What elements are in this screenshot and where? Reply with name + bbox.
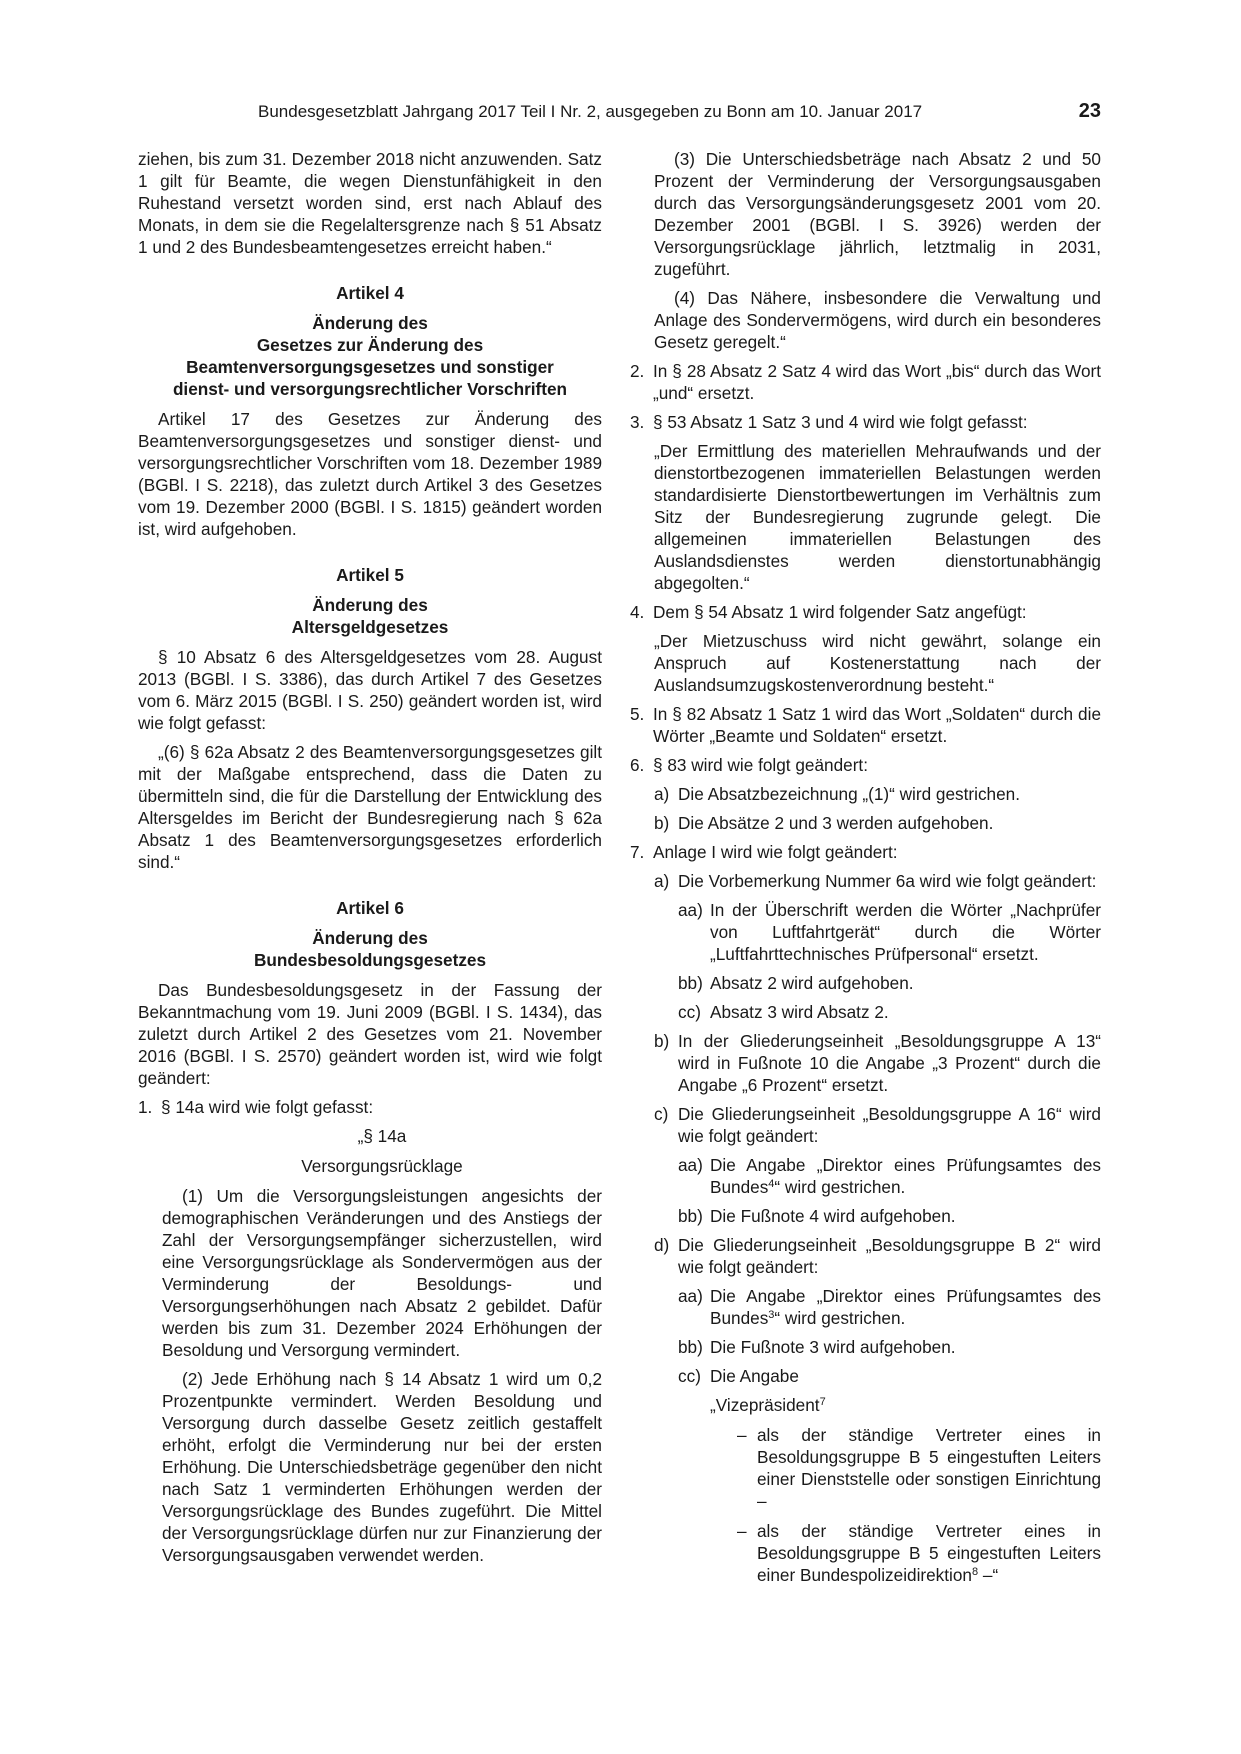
article-5-title: Artikel 5 xyxy=(336,565,404,585)
sub-sub-item xyxy=(630,899,1101,965)
list-item xyxy=(630,360,1101,404)
item-text: In der Gliederungseinheit „Besoldungsgruppe A 13“ wird in Fußnote 10 die Angabe „3 Prozent“ durch die Angabe „6 Prozent“ ersetzt. xyxy=(678,1031,1101,1095)
article-4-heading-line: Gesetzes zur Änderung des xyxy=(256,335,484,355)
item-text: Absatz 2 wird aufgehoben. xyxy=(710,973,914,993)
paragraph-abs1: (1) Um die Versorgungsleistungen angesichts der demographischen Veränderungen und des Anstiegs der Zahl der Versorgungsempfänger sicherzustellen, wird eine Versorgungsrücklage als Sondervermögen aus der Verminderung der Besoldungs- und Versorgungserhöhungen nach Absatz 2 gebildet. Dafür werden bis zum 31. Dezember 2024 Erhöhungen der Besoldung und Versorgung vermindert. xyxy=(162,1186,602,1360)
list-item xyxy=(630,841,1101,863)
item-letter: aa) xyxy=(678,900,703,920)
sub-sub-item xyxy=(630,1285,1101,1329)
dash-item xyxy=(630,1520,1101,1586)
item-letter: b) xyxy=(654,1031,670,1051)
article-5-body: § 10 Absatz 6 des Altersgeldgesetzes vom 28. August 2013 (BGBl. I S. 3386), das durch Artikel 7 des Gesetzes vom 6. März 2015 (BGBl. I S. 250) geändert worden ist, wird wie folgt gefasst: xyxy=(138,647,602,733)
article-4-body: Artikel 17 des Gesetzes zur Änderung des Beamtenversorgungsgesetzes und sonstiger dienst- und versorgungsrechtlicher Vorschriften vom 18. Dezember 1989 (BGBl. I S. 2218), das zuletzt durch Artikel 3 des Gesetzes vom 19. Dezember 2000 (BGBl. I S. 1815) geändert worden ist, wird aufgehoben. xyxy=(138,409,602,539)
paragraph-abs2: (2) Jede Erhöhung nach § 14 Absatz 1 wird um 0,2 Prozentpunkte vermindert. Werden Besoldung und Versorgung durch dasselbe Gesetz zeitlich gestaffelt erhöht, erfolgt die Verminderung nur bei der ersten Erhöhung. Die Unterschiedsbeträge gegenüber den nicht nach Satz 1 verminderten Erhöhungen werden der Versorgungsrücklage des Bundes zugeführt. Die Mittel der Versorgungsrücklage dürfen nur zur Finanzierung der Versorgungsausgaben verwendet werden. xyxy=(162,1369,602,1565)
item-text-part: “ wird gestrichen. xyxy=(774,1177,906,1197)
article-6-heading xyxy=(138,927,602,971)
dash-item xyxy=(630,1424,1101,1512)
right-column xyxy=(630,148,1101,1586)
item-number: 2. xyxy=(630,361,645,381)
sub-sub-item xyxy=(630,1001,1101,1023)
item-text: Die Absätze 2 und 3 werden aufgehoben. xyxy=(678,813,994,833)
article-4-heading-line: dienst- und versorgungsrechtlicher Vorschriften xyxy=(172,379,568,399)
item-text: § 53 Absatz 1 Satz 3 und 4 wird wie folgt gefasst: xyxy=(653,412,1028,432)
sub-sub-item xyxy=(630,1154,1101,1198)
paragraph-title: Versorgungsrücklage xyxy=(301,1156,463,1176)
item-letter: bb) xyxy=(678,973,703,993)
item-text: In § 28 Absatz 2 Satz 4 wird das Wort „bis“ durch das Wort „und“ ersetzt. xyxy=(653,361,1101,403)
item-number: 6. xyxy=(630,755,645,775)
item-text-part: Die Angabe „Direktor eines Prüfungsamtes des Bundes xyxy=(710,1155,1101,1197)
item-text: Die Gliederungseinheit „Besoldungsgruppe B 2“ wird wie folgt geändert: xyxy=(678,1235,1101,1277)
article-4-heading-line: Änderung des xyxy=(312,313,428,333)
item-letter: b) xyxy=(654,813,670,833)
article-5-heading-line: Altersgeldgesetzes xyxy=(291,617,449,637)
item-text: Die Vorbemerkung Nummer 6a wird wie folgt geändert: xyxy=(678,871,1097,891)
article-5-quote: „(6) § 62a Absatz 2 des Beamtenversorgungsgesetzes gilt mit der Maßgabe entsprechend, dass die Daten zu übermitteln sind, die für die Darstellung der Entwicklung des Altersgeldes im Bericht der Bundesregierung nach § 62a Absatz 1 des Beamtenversorgungsgesetzes erforderlich sind.“ xyxy=(138,742,602,872)
item-quote: „Der Ermittlung des materiellen Mehraufwands und der dienstortbezogenen immateriellen Belastungen werden standardisierte Dienstortbewertungen im Verhältnis zum Sitz der Bundesregierung zugrunde gelegt. Die allgemeinen immateriellen Belastungen des Auslandsdienstes werden dienstortunabhängig abgegolten.“ xyxy=(654,441,1101,593)
item-text: Dem § 54 Absatz 1 wird folgender Satz angefügt: xyxy=(653,602,1027,622)
page-number: 23 xyxy=(1078,100,1101,122)
sub-sub-item xyxy=(630,972,1101,994)
article-6-title: Artikel 6 xyxy=(336,898,404,918)
item-text: Die Angabe xyxy=(710,1366,799,1386)
item-letter: bb) xyxy=(678,1337,703,1357)
article-4-heading xyxy=(138,312,602,400)
item-text: Die Fußnote 3 wird aufgehoben. xyxy=(710,1337,956,1357)
sub-item xyxy=(630,870,1101,892)
footnote-ref: 4 xyxy=(768,1178,775,1190)
sub-item xyxy=(630,1234,1101,1278)
item-letter: cc) xyxy=(678,1366,701,1386)
item-text-part: “ wird gestrichen. xyxy=(774,1308,906,1328)
item-text: § 83 wird wie folgt geändert: xyxy=(653,755,868,775)
item-letter: aa) xyxy=(678,1286,703,1306)
item-letter: a) xyxy=(654,871,670,891)
item-text xyxy=(710,1154,1101,1198)
dash-marker: – xyxy=(737,1521,747,1541)
sub-item xyxy=(630,1030,1101,1096)
article-6-heading-line: Bundesbesoldungsgesetzes xyxy=(253,950,487,970)
paragraph-number: „§ 14a xyxy=(357,1126,407,1146)
sub-sub-item xyxy=(630,1336,1101,1358)
sub-item xyxy=(630,1103,1101,1147)
item-text: Absatz 3 wird Absatz 2. xyxy=(710,1002,889,1022)
sub-sub-item xyxy=(630,1205,1101,1227)
item-quote: „Der Mietzuschuss wird nicht gewährt, solange ein Anspruch auf Kostenerstattung nach der Auslandsumzugskostenverordnung besteht.“ xyxy=(654,631,1101,695)
list-item xyxy=(630,754,1101,776)
quoted-entry-text: „Vizepräsident xyxy=(710,1395,820,1415)
footnote-ref: 7 xyxy=(819,1396,826,1408)
item-number: 5. xyxy=(630,704,645,724)
footnote-ref: 8 xyxy=(971,1566,979,1578)
item-text-part: –“ xyxy=(978,1565,999,1585)
item-number: 4. xyxy=(630,602,645,622)
article-5-heading xyxy=(138,594,602,638)
item-letter: cc) xyxy=(678,1002,701,1022)
quoted-entry xyxy=(630,1394,1101,1416)
item-number: 1. xyxy=(138,1097,153,1117)
item-letter: d) xyxy=(654,1235,670,1255)
item-text: Die Absatzbezeichnung „(1)“ wird gestrichen. xyxy=(678,784,1021,804)
item-text: Die Gliederungseinheit „Besoldungsgruppe A 16“ wird wie folgt geändert: xyxy=(678,1104,1101,1146)
running-header: Bundesgesetzblatt Jahrgang 2017 Teil I Nr. 2, ausgegeben zu Bonn am 10. Januar 2017 xyxy=(258,102,923,121)
paragraph-abs3: (3) Die Unterschiedsbeträge nach Absatz 2 und 50 Prozent der Verminderung der Versorgungsausgaben durch das Versorgungsänderungsgesetz 2001 vom 20. Dezember 2001 (BGBl. I S. 3926) werden der Versorgungsrücklage jährlich, letztmalig in 2031, zugeführt. xyxy=(654,149,1101,279)
item-letter: a) xyxy=(654,784,670,804)
article-4-heading-line: Beamtenversorgungsgesetzes und sonstiger xyxy=(186,357,554,377)
list-item xyxy=(138,1096,602,1118)
article-6-body: Das Bundesbesoldungsgesetz in der Fassung der Bekanntmachung vom 19. Juni 2009 (BGBl. I S. 1434), das zuletzt durch Artikel 2 des Gesetzes vom 21. November 2016 (BGBl. I S. 2570) geändert worden ist, wird wie folgt geändert: xyxy=(138,980,602,1088)
article-6-heading-line: Änderung des xyxy=(312,928,428,948)
item-text xyxy=(757,1520,1101,1586)
paragraph-abs4: (4) Das Nähere, insbesondere die Verwaltung und Anlage des Sondervermögens, wird durch ein besonderes Gesetz geregelt.“ xyxy=(654,288,1101,352)
item-text: Anlage I wird wie folgt geändert: xyxy=(653,842,898,862)
quoted-paragraph-cont xyxy=(630,148,1101,353)
item-text: als der ständige Vertreter eines in Besoldungsgruppe B 5 eingestuften Leiters einer Dienststelle oder sonstigen Einrichtung – xyxy=(757,1425,1101,1511)
item-letter: c) xyxy=(654,1104,669,1124)
item-number: 3. xyxy=(630,412,645,432)
dash-marker: – xyxy=(737,1425,747,1445)
continued-paragraph: ziehen, bis zum 31. Dezember 2018 nicht anzuwenden. Satz 1 gilt für Beamte, die wegen Dienstunfähigkeit in den Ruhestand versetzt worden sind, erst nach Ablauf des Monats, in dem sie die Regelaltersgrenze nach § 51 Absatz 1 und 2 des Bundesbeamtengesetzes erreicht haben.“ xyxy=(138,149,602,257)
article-4-title: Artikel 4 xyxy=(336,283,404,303)
quoted-paragraph xyxy=(138,1125,602,1566)
left-column xyxy=(138,148,602,1566)
item-letter: bb) xyxy=(678,1206,703,1226)
footnote-ref: 3 xyxy=(768,1309,775,1321)
item-text: Die Fußnote 4 wird aufgehoben. xyxy=(710,1206,956,1226)
item-text-part: Die Angabe „Direktor eines Prüfungsamtes des Bundes xyxy=(710,1286,1101,1328)
sub-sub-item xyxy=(630,1365,1101,1387)
sub-item xyxy=(630,812,1101,834)
item-number: 7. xyxy=(630,842,645,862)
item-text: In der Überschrift werden die Wörter „Nachprüfer von Luftfahrtgerät“ durch die Wörter „Luftfahrttechnisches Prüfpersonal“ ersetzt. xyxy=(710,900,1101,964)
item-text xyxy=(710,1285,1101,1329)
item-text: In § 82 Absatz 1 Satz 1 wird das Wort „Soldaten“ durch die Wörter „Beamte und Soldaten“ ersetzt. xyxy=(653,704,1101,746)
item-text: § 14a wird wie folgt gefasst: xyxy=(161,1097,374,1117)
item-text-part: als der ständige Vertreter eines in Besoldungsgruppe B 5 eingestuften Leiters einer Bundespolizeidirektion xyxy=(757,1521,1101,1585)
item-letter: aa) xyxy=(678,1155,703,1175)
list-item xyxy=(630,411,1101,433)
article-5-heading-line: Änderung des xyxy=(312,595,428,615)
list-item xyxy=(630,601,1101,623)
list-item xyxy=(630,703,1101,747)
sub-item xyxy=(630,783,1101,805)
page-header xyxy=(258,100,1101,124)
